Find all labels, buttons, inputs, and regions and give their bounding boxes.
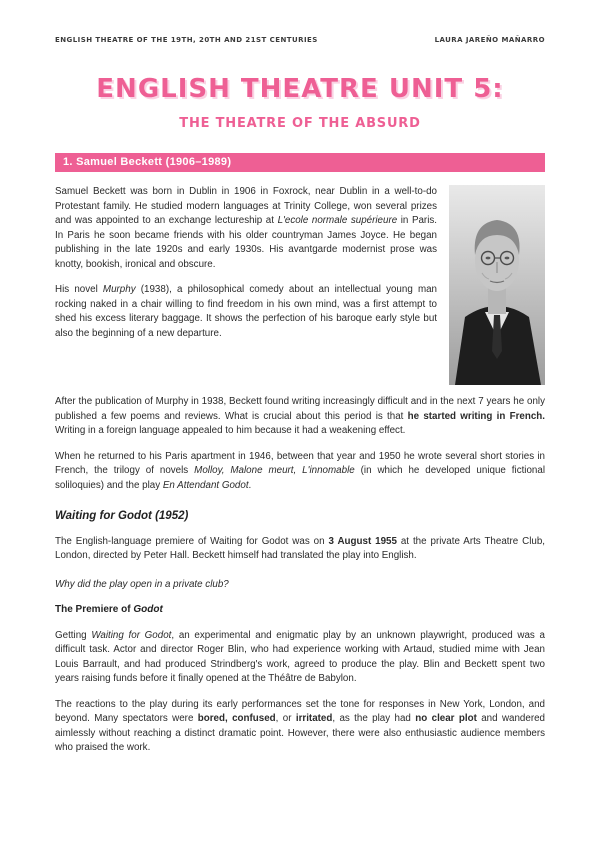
section-heading: 1. Samuel Beckett (1906–1989) xyxy=(63,156,232,168)
paragraph-production-difficulty: Getting Waiting for Godot, an experimental and enigmatic play by an unknown playwright, produced was a difficult task. Actor and director Roger Blin, who had experience working with Artaud, studied mime with Jean Louis Barrault, and had produced Strindberg's work, agreed to produce the play. Blin and Beckett spent two years raising funds before it finally opened at the Théâtre de Babylon. xyxy=(55,629,545,684)
subheading-waiting-for-godot: Waiting for Godot (1952) xyxy=(55,510,189,522)
paragraph-english-premiere: The English-language premiere of Waiting for Godot was on 3 August 1955 at the private Arts Theatre Club, London, directed by Peter Hall. Beckett himself had translated the play into English. xyxy=(55,535,545,561)
paragraph-beckett-bio: Samuel Beckett was born in Dublin in 1906 in Foxrock, near Dublin in a well-to-do Protestant family. He studied modern languages at Trinity College, won several prizes and was appointed to an exchange lectureship at L'ecole normale supérieure in Paris. In Paris he soon became friends with his older countryman James Joyce. He began publishing in the late 1920s and early 1930s. His avantgarde modernist prose was knotty, bookish, ironical and obscure. xyxy=(55,186,437,270)
unit-subtitle: THE THEATRE OF THE ABSURD xyxy=(179,116,421,131)
unit-title: ENGLISH THEATRE UNIT 5: xyxy=(96,74,504,104)
beckett-portrait-photo xyxy=(449,185,545,385)
paragraph-audience-reactions: The reactions to the play during its early performances set the tone for responses in New York, London, and beyond. Many spectators were bored, confused, or irritated, as the play had no clear plot and wandered aimlessly without reaching a distinct dramatic point. However, there were also enthusiastic audience members who praised the work. xyxy=(55,698,545,753)
beckett-portrait-illustration xyxy=(449,185,545,385)
paragraph-writing-in-french: After the publication of Murphy in 1938, Beckett found writing increasingly difficult and in the next 7 years he only published a few poems and reviews. What is crucial about this period is that he started writing in French. Writing in a foreign language appealed to him because it had a weakening effect. xyxy=(55,396,546,436)
subheading-premiere-of-godot: The Premiere of Godot xyxy=(55,604,163,615)
header-author-name: LAURA JAREÑO MAÑARRO xyxy=(434,36,545,44)
document-body xyxy=(55,185,545,756)
page-header xyxy=(55,36,545,44)
paragraph-paris-trilogy: When he returned to his Paris apartment in 1946, between that year and 1950 he wrote several short stories in French, the trilogy of novels Molloy, Malone meurt, L'innomable (in which he developed unique fictional soliloquies) and the play En Attendant Godot. xyxy=(55,450,546,491)
section-heading-bar xyxy=(55,153,545,172)
paragraph-murphy-novel: His novel Murphy (1938), a philosophical comedy about an intellectual young man rocking naked in a chair willing to find freedom in his own mind, was a first attempt to shed his excess literary baggage. It shows the perfection of his baroque early style but also the beginning of a new departure. xyxy=(55,284,438,339)
question-private-club: Why did the play open in a private club? xyxy=(55,578,229,590)
header-course-title: ENGLISH THEATRE OF THE 19TH, 20TH AND 21ST CENTURIES xyxy=(55,36,318,44)
